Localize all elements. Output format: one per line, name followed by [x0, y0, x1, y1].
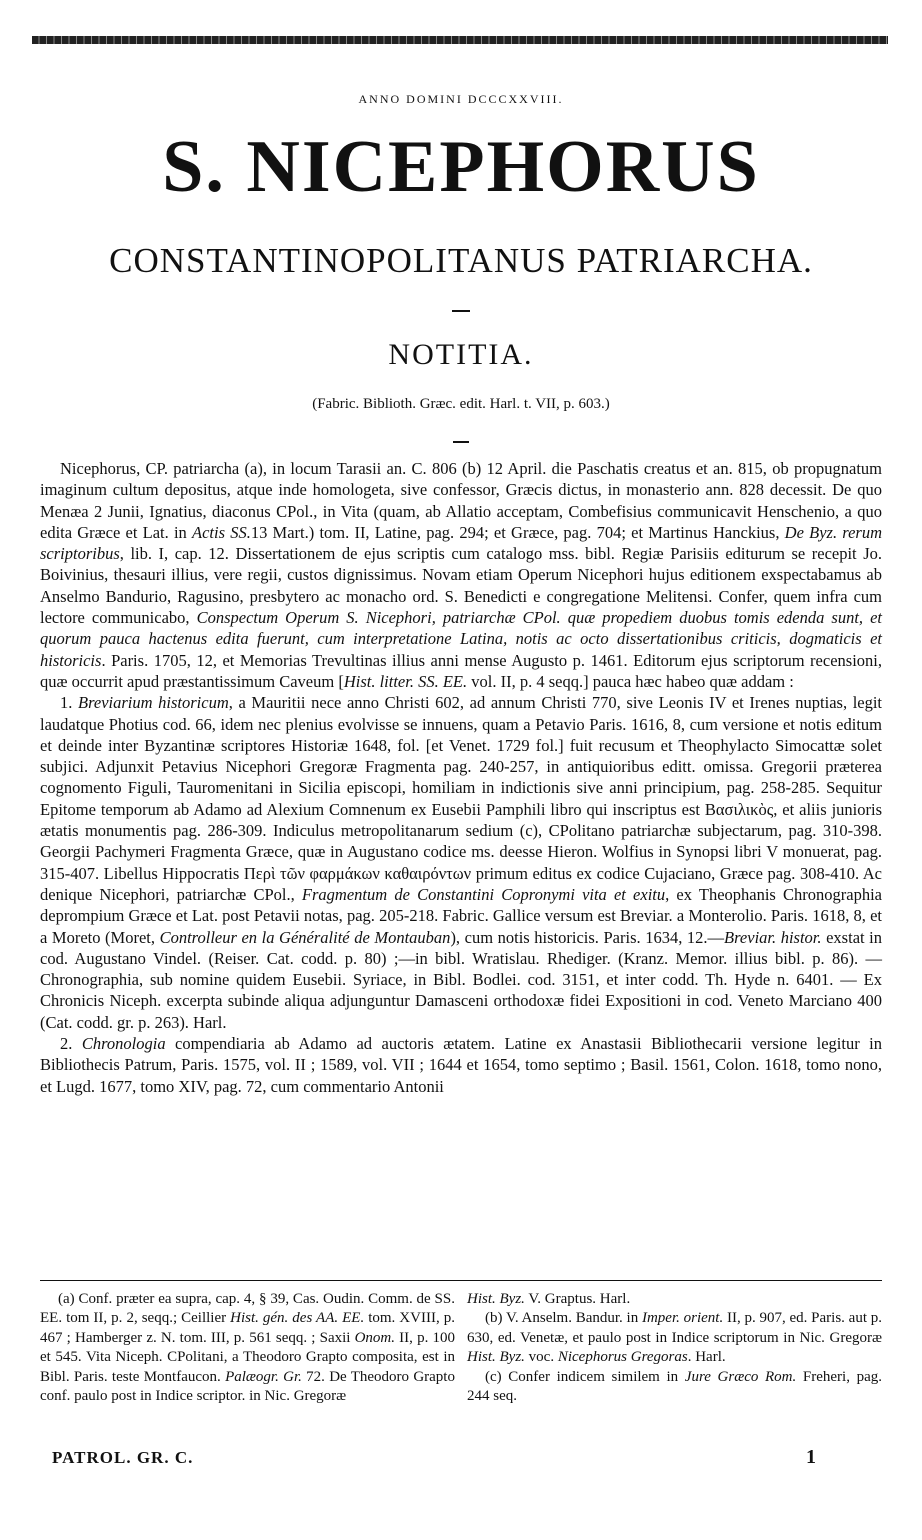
- top-border-rule: [32, 36, 888, 44]
- footnote-b: (b) V. Anselm. Bandur. in Imper. orient. II, p. 907, ed. Paris. aut p. 630, ed. Venetæ, et paulo post in Indice scriptorum in Nic. Gregoræ Hist. Byz. voc. Nicephorus Gregoras. Harl.: [467, 1310, 882, 1366]
- page-subtitle: CONSTANTINOPOLITANUS PATRIARCHA.: [109, 241, 813, 280]
- page-number: 1: [806, 1446, 816, 1468]
- footnote-a: (a) Conf. præter ea supra, cap. 4, § 39, Cas. Oudin. Comm. de SS. EE. tom II, p. 2, seqq.; Ceillier Hist. gén. des AA. EE. tom. XVIII, p. 467 ; Hamberger z. N. tom. III, p. 561 seqq. ; Saxii Onom. II, p. 100 et 545. Vita Niceph. CPolitani, a Theodoro Grapto composita, est in Bibl. Paris. teste Montfaucon. Palæogr. Gr. 72. De Theodoro Grapto conf. paulo post in Indice scriptor. in Nic. Gregoræ: [40, 1291, 455, 1405]
- page-title: S. NICEPHORUS: [162, 126, 760, 208]
- footnote-c: (c) Confer indicem similem in Jure Græco Rom. Freheri, pag. 244 seq.: [467, 1368, 882, 1405]
- printer-signature: PATROL. GR. C.: [52, 1448, 194, 1467]
- header-year: ANNO DOMINI DCCCXXVIII.: [358, 92, 564, 106]
- footnote-a-continued: Hist. Byz. V. Graptus. Harl.: [467, 1291, 631, 1307]
- section-source: (Fabric. Biblioth. Græc. edit. Harl. t. VII, p. 603.): [312, 396, 610, 412]
- footnote-column-right: [467, 1290, 882, 1406]
- footnotes: [40, 1290, 882, 1406]
- paragraph-breviarium: 1. Breviarium historicum, a Mauritii nece anno Christi 602, ad annum Christi 770, sive Leonis IV et Irenes nuptias, legit laudatque Photius cod. 66, idem nec plenius evolvisse se innuens, quam a Petavio Paris. 1616, 8, cum versione et notis editum et deinde inter Byzantinæ scriptores Historiæ 1648, fol. [et Venet. 1729 fol.] fuit recusum et Theophylacto Simocattæ solet subjici. Adjunxit Petavius Nicephori Gregoræ Fragmenta pag. 240-257, in antiquioribus editt. omissa. Gregorii præterea cognomento Figuli, Tauromenitani in Sicilia episcopi, homiliam in indictionis sive anni principium, pag. 258-285. Sequitur Epitome temporum ab Adamo ad Alexium Comnenum ex Eusebii Pamphili libro qui inscriptus est Βασιλικὸς, et aliis junioris ætatis monumentis pag. 286-309. Indiculus metropolitanarum sedium (c), CPolitano patriarchæ subjectarum, pag. 310-398. Georgii Pachymeri Fragmenta Græce, quæ in Augustano codice ms. deesse Hieron. Wolfius in Synopsi libri V monuerat, pag. 315-407. Libellus Hippocratis Περὶ τῶν φαρμάκων καθαιρόντων primum editus ex codice Cujaciano, Græce pag. 308-410. Ac denique Nicephori, patriarchæ CPol., Fragmentum de Constantini Copronymi vita et exitu, ex Theophanis Chronographia deprompium Græce et Lat. post Petavii notas, pag. 205-218. Fabric. Gallice versum est Breviar. a Monterolio. Paris. 1618, 8, et a Moreto (Moret, Controlleur en la Généralité de Montauban), cum notis historicis. Paris. 1634, 12.—Breviar. histor. exstat in cod. Augustano Vindel. (Reiser. Cat. codd. p. 80) ;—in bibl. Wratislau. Rhediger. (Kranz. Memor. illius bibl. p. 86). — Chronographia, sub nomine quidem Eusebii. Syriace, in Bibl. Bodlei. cod. 3151, et inter codd. Th. Hyde n. 6401. — Ex Chronicis Niceph. excerpta subinde aliqua adjunguntur Damasceni orthodoxæ fidei Expositioni in cod. Veneto Marciano 400 (Cat. codd. gr. p. 263). Harl.: [40, 693, 883, 1032]
- separator-dash: [452, 310, 470, 312]
- paragraph-chronologia: 2. Chronologia compendiaria ab Adamo ad auctoris ætatem. Latine ex Anastasii Bibliothecarii versione legitur in Bibliothecis Patrum, Paris. 1575, vol. II ; 1589, vol. VII ; 1644 et 1654, tomo septimo ; Basil. 1561, Colon. 1618, tomo nono, et Lugd. 1677, tomo XIV, pag. 72, cum commentario Antonii: [40, 1034, 882, 1096]
- separator-dash-2: [453, 441, 469, 443]
- main-text: [40, 458, 882, 1097]
- footnote-column-left: [40, 1290, 455, 1406]
- paragraph-intro: Nicephorus, CP. patriarcha (a), in locum Tarasii an. C. 806 (b) 12 April. die Paschatis creatus et an. 815, ob propugnatum imaginum cultum depositus, atque inde homologeta, sive confessor, Græcis dictus, in monasterio ann. 828 decessit. De quo Menæa 2 Junii, Ignatius, diaconus CPol., in Vita (quam, ab Allatio acceptam, Combefisius communicavit Henschenio, a quo edita Græce et Lat. in Actis SS.13 Mart.) tom. II, Latine, pag. 294; et Græce, pag. 704; et Martinus Hanckius, De Byz. rerum scriptoribus, lib. I, cap. 12. Dissertationem de ejus scriptis cum catalogo mss. bibl. Regiæ Parisiis editurum se recepit Jo. Boivinius, thesauri illius, vere regii, custos dignissimus. Novam etiam Operum Nicephori hujus editionem exspectabamus ab Anselmo Bandurio, Ragusino, presbytero ac monacho ord. S. Benedicti e congregatione Melitensi. Confer, quem infra cum lectore communicabo, Conspectum Operum S. Nicephori, patriarchæ CPol. quæ propediem duobus tomis edenda sunt, et quorum pauca hactenus edita fuerunt, cum interpretatione Latina, notis ac octo dissertationibus criticis, dogmaticis et historicis. Paris. 1705, 12, et Memorias Trevultinas illius anni mense Augusto p. 1461. Editorum ejus scriptorum recensioni, quæ occurrit apud præstantissimum Caveum [Hist. litter. SS. EE. vol. II, p. 4 seqq.] pauca hæc habeo quæ addam :: [40, 459, 882, 691]
- section-title: NOTITIA.: [388, 338, 534, 371]
- footnote-rule: [40, 1280, 882, 1281]
